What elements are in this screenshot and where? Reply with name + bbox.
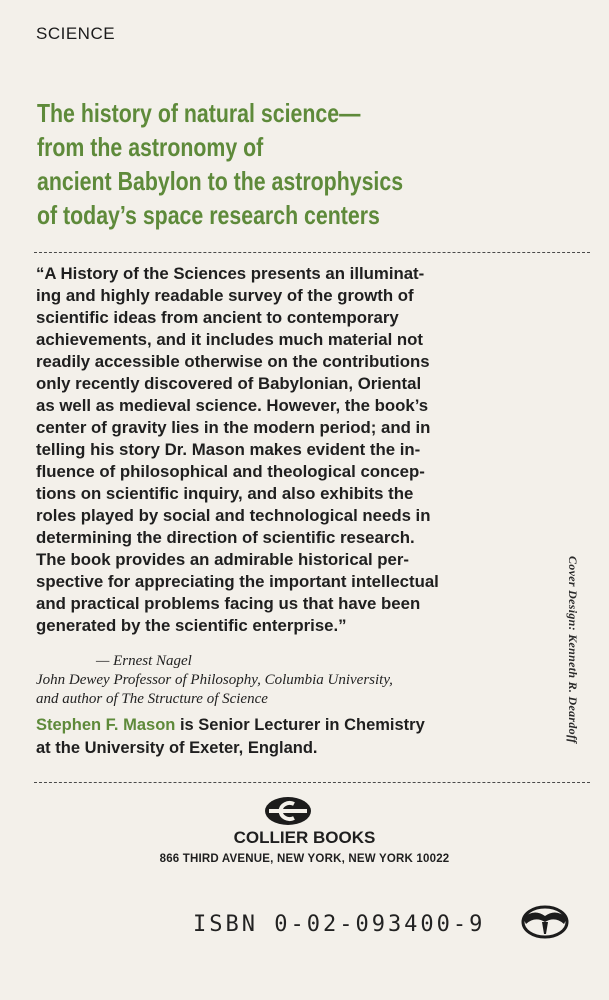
quote-line: center of gravity lies in the modern period; and in bbox=[36, 418, 431, 437]
isbn-number: ISBN 0-02-093400-9 bbox=[193, 912, 486, 937]
quote-line: readily accessible otherwise on the contributions bbox=[36, 352, 430, 371]
quote-author-title: John Dewey Professor of Philosophy, Columbia University, bbox=[36, 672, 393, 688]
quote-line: “A History of the Sciences presents an illuminat- bbox=[36, 264, 425, 283]
quote-line: tions on scientific inquiry, and also exhibits the bbox=[36, 484, 414, 503]
publisher-address: 866 THIRD AVENUE, NEW YORK, NEW YORK 10022 bbox=[159, 853, 450, 865]
quote-line: as well as medieval science. However, the book’s bbox=[36, 396, 429, 415]
category-label: SCIENCE bbox=[36, 24, 116, 43]
collier-books-logo-icon bbox=[264, 796, 312, 826]
top-dashed-divider bbox=[34, 252, 590, 253]
quote-line: spective for appreciating the important intellectual bbox=[36, 572, 439, 591]
author-bio-text: at the University of Exeter, England. bbox=[36, 739, 318, 757]
quote-author-title: and author of The Structure of Science bbox=[36, 691, 268, 707]
quote-line: achievements, and it includes much material not bbox=[36, 330, 424, 349]
quote-line: scientific ideas from ancient to contemporary bbox=[36, 308, 399, 327]
headline-line: The history of natural science— bbox=[37, 98, 361, 128]
author-name: Stephen F. Mason bbox=[36, 716, 176, 734]
quote-line: ing and highly readable survey of the growth of bbox=[36, 286, 414, 305]
publisher-name: COLLIER BOOKS bbox=[233, 828, 376, 847]
quote-line: The book provides an admirable historical per- bbox=[36, 550, 410, 569]
quote-line: generated by the scientific enterprise.” bbox=[36, 616, 347, 635]
quote-line: only recently discovered of Babylonian, Oriental bbox=[36, 374, 422, 393]
quote-line: and practical problems facing us that have been bbox=[36, 594, 421, 613]
quote-line: roles played by social and technological needs in bbox=[36, 506, 431, 525]
author-bio-text: is Senior Lecturer in Chemistry bbox=[175, 716, 425, 734]
quote-line: determining the direction of scientific research. bbox=[36, 528, 415, 547]
author-bio bbox=[36, 714, 536, 760]
quote-line: fluence of philosophical and theological concep- bbox=[36, 462, 425, 481]
bottom-dashed-divider bbox=[34, 782, 590, 783]
publisher-mark-icon bbox=[520, 900, 570, 940]
quote-author: — Ernest Nagel bbox=[96, 653, 192, 669]
quote-line: telling his story Dr. Mason makes evident the in- bbox=[36, 440, 421, 459]
review-quote bbox=[36, 263, 524, 637]
cover-design-credit: Cover Design: Kenneth R. Deardoff bbox=[566, 556, 580, 744]
headline-line: ancient Babylon to the astrophysics bbox=[37, 166, 404, 196]
headline-line: from the astronomy of bbox=[37, 132, 264, 162]
headline-line: of today’s space research centers bbox=[37, 200, 380, 230]
headline bbox=[37, 96, 480, 232]
